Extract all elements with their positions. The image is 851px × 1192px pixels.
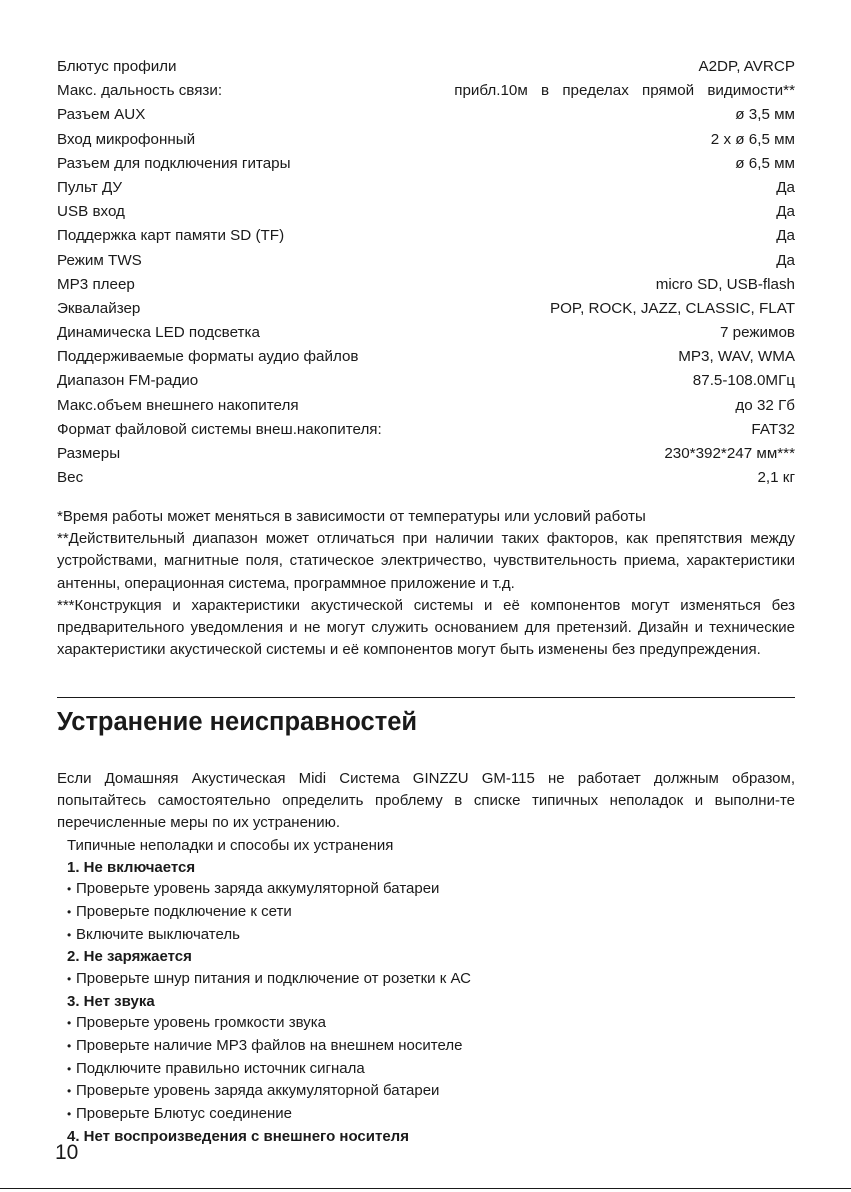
section-divider xyxy=(57,697,795,698)
solution-item xyxy=(67,878,795,901)
solution-text: Подключите правильно источник сигнала xyxy=(76,1059,365,1077)
bullet-icon: • xyxy=(67,1084,72,1099)
spec-value: ø 3,5 мм xyxy=(735,106,795,124)
spec-label: Пульт ДУ xyxy=(57,178,123,196)
troubleshooting-list xyxy=(67,835,795,1147)
spec-value: micro SD, USB-flash xyxy=(655,275,795,293)
solution-item xyxy=(67,1103,795,1126)
spec-label: Поддерживаемые форматы аудио файлов xyxy=(57,348,359,366)
spec-row xyxy=(57,345,795,369)
solution-item xyxy=(67,1035,795,1058)
spec-row xyxy=(57,79,795,103)
page-number: 10 xyxy=(55,1141,79,1164)
solution-text: Включите выключатель xyxy=(76,925,240,943)
spec-label: USB вход xyxy=(57,203,125,221)
spec-row xyxy=(57,273,795,297)
spec-label: Размеры xyxy=(57,445,121,462)
bullet-icon: • xyxy=(67,927,72,942)
problem-title: 1. Не включается xyxy=(67,858,196,876)
spec-value: MP3, WAV, WMA xyxy=(678,348,795,366)
problem-title: 2. Не заряжается xyxy=(67,948,192,966)
solution-text: Проверьте Блютус соединение xyxy=(76,1104,292,1122)
solution-text: Проверьте шнур питания и подключение от розетки к АС xyxy=(76,969,471,987)
spec-label: Вход микрофонный xyxy=(57,130,196,148)
solution-text: Проверьте уровень громкости звука xyxy=(76,1014,326,1032)
solution-text: Проверьте наличие MP3 файлов на внешнем носителе xyxy=(76,1036,463,1054)
solution-text: Проверьте уровень заряда аккумуляторной батареи xyxy=(76,880,440,898)
spec-label: MP3 плеер xyxy=(57,275,135,293)
spec-row xyxy=(57,224,795,248)
solution-item xyxy=(67,901,795,924)
spec-row xyxy=(57,152,795,176)
spec-row xyxy=(57,103,795,127)
spec-value: Да xyxy=(776,251,795,269)
spec-value: 7 режимов xyxy=(720,324,795,342)
spec-row xyxy=(57,128,795,152)
spec-value: прибл.10м в пределах прямой видимости** xyxy=(454,82,795,100)
spec-row xyxy=(57,55,795,79)
footnotes xyxy=(57,506,795,661)
spec-label: Макс. дальность связи: xyxy=(57,82,223,100)
spec-label: Разъем AUX xyxy=(57,106,146,124)
solution-item xyxy=(67,924,795,947)
solution-item xyxy=(67,1080,795,1103)
spec-value: ø 6,5 мм xyxy=(735,154,795,172)
spec-row xyxy=(57,176,795,200)
bullet-icon: • xyxy=(67,971,72,986)
solution-text: Проверьте подключение к сети xyxy=(76,902,292,920)
spec-label: Блютус профили xyxy=(57,58,177,75)
problem-title: 4. Нет воспроизведения с внешнего носителя xyxy=(67,1127,409,1145)
spec-label: Формат файловой системы внеш.накопителя: xyxy=(57,420,382,438)
footnote-design-changes: ***Конструкция и характеристики акустической системы и её компонентов могут изменяться без предварительного уведомления и не могут служить основанием для претензий. Дизайн и технические характеристики акустической системы и её компонентов могут быть изменены без предупреждения. xyxy=(57,596,795,659)
bullet-icon: • xyxy=(67,1106,72,1121)
bullet-icon: • xyxy=(67,1038,72,1053)
spec-row xyxy=(57,442,795,466)
spec-value: Да xyxy=(776,203,795,221)
spec-value: Да xyxy=(776,227,795,245)
spec-value: 87.5-108.0МГц xyxy=(692,372,795,390)
section-title: Устранение неисправностей xyxy=(57,708,418,736)
spec-value: A2DP, AVRCP xyxy=(698,58,795,75)
spec-row xyxy=(57,321,795,345)
solution-item xyxy=(67,1012,795,1035)
spec-value: POP, ROCK, JAZZ, CLASSIC, FLAT xyxy=(549,299,795,317)
spec-label: Разъем для подключения гитары xyxy=(57,154,291,172)
spec-value: FAT32 xyxy=(751,420,795,438)
spec-row xyxy=(57,200,795,224)
section-intro: Если Домашняя Акустическая Midi Система GINZZU GM-115 не работает должным образом, попытайтесь самостоятельно определить проблему в списке типичных неполадок и выполни-те перечисленные меры по их устранению. xyxy=(57,770,795,832)
spec-value: Да xyxy=(776,178,795,196)
bullet-icon: • xyxy=(67,904,72,919)
spec-row xyxy=(57,249,795,273)
spec-label: Эквалайзер xyxy=(57,299,141,317)
spec-label: Режим TWS xyxy=(57,251,142,269)
spec-label: Поддержка карт памяти SD (TF) xyxy=(57,227,285,245)
spec-value: 230*392*247 мм*** xyxy=(664,445,795,462)
spec-label: Диапазон FM-радио xyxy=(57,372,199,390)
specs-table xyxy=(57,55,795,490)
bullet-icon: • xyxy=(67,1061,72,1076)
troubleshooting-subtitle: Типичные неполадки и способы их устранения xyxy=(67,837,394,854)
spec-row xyxy=(57,394,795,418)
footnote-operating-time: *Время работы может меняться в зависимости от температуры или условий работы xyxy=(57,508,646,525)
solution-item xyxy=(67,968,795,991)
solution-item xyxy=(67,1058,795,1081)
spec-label: Динамическа LED подсветка xyxy=(57,324,260,342)
spec-row xyxy=(57,369,795,393)
spec-value: 2,1 кг xyxy=(757,469,795,487)
spec-label: Вес xyxy=(57,469,84,487)
footnote-range: **Действительный диапазон может отличаться при наличии таких факторов, как препятствия между устройствами, магнитные поля, статическое электричество, чувствительность приема, характеристики антенны, операционная система, программное приложение и т.д. xyxy=(57,530,795,592)
spec-value: до 32 Гб xyxy=(735,396,795,414)
spec-label: Макс.объем внешнего накопителя xyxy=(57,396,299,414)
spec-row xyxy=(57,466,795,490)
spec-row xyxy=(57,418,795,442)
solution-text: Проверьте уровень заряда аккумуляторной батареи xyxy=(76,1082,440,1100)
bullet-icon: • xyxy=(67,1016,72,1031)
problem-title: 3. Нет звука xyxy=(67,992,155,1010)
spec-row xyxy=(57,297,795,321)
bullet-icon: • xyxy=(67,882,72,897)
spec-value: 2 х ø 6,5 мм xyxy=(710,130,795,148)
page-bottom-line xyxy=(0,1188,851,1189)
